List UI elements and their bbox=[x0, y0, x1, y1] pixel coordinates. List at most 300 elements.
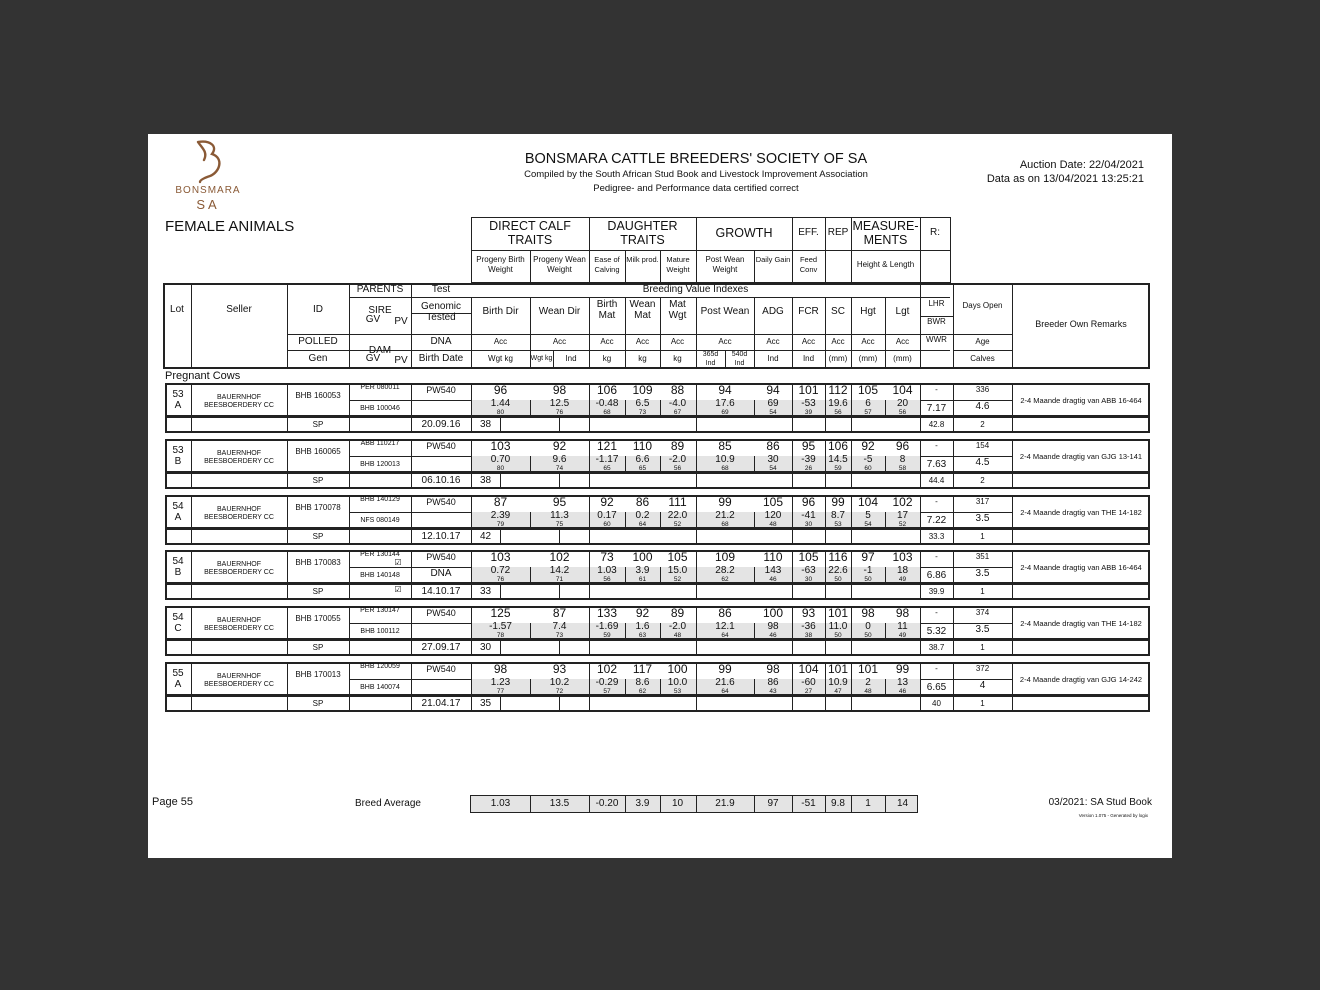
ebv-value: 11.0 bbox=[828, 621, 848, 633]
ebv-value: -2.0 bbox=[668, 621, 687, 633]
row-col-divider bbox=[792, 696, 793, 712]
acc-value: 56 bbox=[673, 464, 682, 472]
dna-flag bbox=[411, 457, 471, 469]
acc-value: 52 bbox=[673, 576, 682, 584]
sire-check-icon: ☑ bbox=[394, 558, 402, 568]
trait-group-title: EFF. bbox=[798, 227, 819, 238]
animal-id: BHB 170013 bbox=[295, 670, 341, 679]
unit-wgtkg: Wgt kg bbox=[488, 354, 513, 363]
id-header: ID bbox=[313, 304, 323, 315]
ebv-value: 6.6 bbox=[635, 453, 650, 465]
dam-id: NFS 080149 bbox=[360, 516, 400, 524]
days-open-value: 317 bbox=[975, 496, 990, 506]
ebv-value: 21.2 bbox=[715, 509, 735, 521]
acc-value: 79 bbox=[496, 520, 505, 528]
ebv-value: 98 bbox=[767, 621, 779, 633]
ebv-value: 0.2 bbox=[635, 509, 650, 521]
trait-group-title-2: TRAITS bbox=[620, 233, 665, 247]
birth-date: 20.09.16 bbox=[421, 419, 461, 430]
row-col-divider bbox=[589, 417, 590, 433]
dam-id: BHB 140148 bbox=[360, 572, 400, 580]
ebv-value: -4.0 bbox=[668, 398, 687, 409]
trait-group-divider bbox=[696, 250, 792, 251]
row-lhr-rule bbox=[920, 679, 953, 680]
ebv-value: 0.70 bbox=[490, 453, 511, 465]
ebv-value: 0.72 bbox=[490, 565, 511, 577]
calves-value: 1 bbox=[980, 699, 985, 708]
unit-365-ind: Ind bbox=[705, 360, 716, 367]
sire-id: BHB 140129 bbox=[360, 495, 400, 503]
ebv-value: 143 bbox=[764, 565, 782, 577]
acc-value: 78 bbox=[496, 632, 505, 640]
seller-name-1: BAUERNHOF bbox=[217, 394, 261, 401]
acc-value: 62 bbox=[721, 576, 729, 584]
row-col-divider bbox=[825, 473, 826, 489]
bv-value: 103 bbox=[490, 438, 511, 453]
acc-header: Acc bbox=[493, 337, 508, 346]
catalogue-page bbox=[148, 134, 1172, 858]
acc-header: Acc bbox=[552, 337, 567, 346]
logo-line1: BONSMARA bbox=[175, 185, 241, 196]
bv-value: 109 bbox=[714, 550, 736, 565]
days-open-value: 336 bbox=[975, 385, 990, 394]
test-code: PW540 bbox=[426, 552, 456, 563]
seller-name-2: BEESBOERDERY CC bbox=[204, 625, 274, 633]
test-code: PW540 bbox=[426, 440, 456, 451]
acc-value: 30 bbox=[804, 520, 813, 528]
lhr-value: - bbox=[935, 664, 938, 673]
acc-value: 58 bbox=[898, 464, 907, 472]
ebv-value: 17 bbox=[896, 509, 909, 521]
acc-header: Acc bbox=[635, 337, 650, 346]
sire-gv-header: GV bbox=[365, 314, 381, 325]
lhr-value: - bbox=[935, 496, 938, 506]
lhr-header: LHR bbox=[928, 299, 945, 308]
acc-value: 65 bbox=[638, 464, 647, 472]
dna-flag bbox=[411, 401, 471, 413]
breed-average-value: -51 bbox=[801, 798, 816, 809]
seller-name-1: BAUERNHOF bbox=[217, 673, 261, 680]
acc-value: 53 bbox=[834, 520, 842, 528]
wwr-value: 33.3 bbox=[928, 531, 945, 541]
breed-average-value: -0.20 bbox=[595, 798, 619, 809]
lot-number: 53 bbox=[172, 389, 184, 400]
row-col-divider bbox=[349, 417, 350, 433]
parents-header: PARENTS bbox=[356, 284, 404, 295]
bv-header-weanmat2: Mat bbox=[634, 310, 651, 321]
acc-value: 75 bbox=[555, 520, 564, 528]
row-col-divider bbox=[349, 473, 350, 489]
row-col-divider bbox=[191, 417, 192, 433]
acc-value: 77 bbox=[496, 688, 505, 695]
row-lhr-rule bbox=[920, 623, 953, 624]
acc-value: 68 bbox=[721, 464, 729, 472]
acc-value: 65 bbox=[603, 464, 611, 472]
bv-value: 104 bbox=[798, 662, 819, 676]
lhr-value: - bbox=[935, 608, 938, 618]
dna-flag: DNA bbox=[430, 568, 452, 580]
unit-mm: (mm) bbox=[858, 354, 878, 363]
row-col-divider bbox=[191, 529, 192, 545]
test-code: PW540 bbox=[426, 385, 456, 395]
bv-value: 102 bbox=[892, 494, 913, 509]
breeder-remark: 2-4 Maande dragtig van THE 14-182 bbox=[1020, 619, 1142, 629]
ebv-value: 22.6 bbox=[828, 565, 848, 577]
ebv-value: 22.0 bbox=[667, 509, 688, 521]
days-open-value: 154 bbox=[975, 440, 990, 450]
row-col-divider bbox=[191, 584, 192, 600]
lhr-value: - bbox=[935, 440, 938, 450]
ebv-value: -36 bbox=[801, 621, 816, 633]
birth-date: 27.09.17 bbox=[421, 642, 461, 654]
acc-value: 54 bbox=[864, 520, 872, 528]
age-value: 3.5 bbox=[975, 624, 990, 636]
bv-header-postwean: Post Wean bbox=[700, 306, 750, 317]
dam-check-icon bbox=[388, 418, 408, 428]
gen-value: SP bbox=[312, 699, 324, 708]
bv-value: 101 bbox=[857, 662, 879, 676]
acc-value: 61 bbox=[638, 576, 647, 584]
acc-value: 46 bbox=[898, 688, 907, 695]
gen-value: SP bbox=[312, 420, 324, 429]
bwr-header: BWR bbox=[927, 317, 946, 326]
animal-id: BHB 170055 bbox=[295, 614, 341, 624]
acc-value: 76 bbox=[496, 576, 505, 584]
row-sub-divider bbox=[500, 640, 501, 656]
acc-value: 69 bbox=[721, 409, 729, 416]
row-sub-divider bbox=[559, 473, 560, 489]
gen-value: SP bbox=[312, 531, 324, 541]
lot-number: 53 bbox=[172, 444, 184, 456]
age-value: 3.5 bbox=[975, 512, 990, 524]
wwr-value: 39.9 bbox=[928, 587, 945, 597]
days-open-value: 372 bbox=[975, 664, 990, 673]
bwr-value: 7.17 bbox=[926, 403, 947, 414]
bv-value: 125 bbox=[490, 606, 511, 621]
bv-header-weanmat: Wean bbox=[629, 299, 656, 310]
trait-group-title: GROWTH bbox=[715, 226, 773, 240]
acc-value: 68 bbox=[721, 520, 729, 528]
test-code: PW540 bbox=[426, 496, 456, 507]
acc-value: 63 bbox=[638, 632, 647, 640]
ebv-value: 20 bbox=[896, 398, 909, 409]
ebv-value: 28.2 bbox=[715, 565, 735, 577]
bv-value: 95 bbox=[801, 438, 816, 453]
unit-mm: (mm) bbox=[893, 354, 912, 363]
acc-value: 54 bbox=[769, 409, 777, 416]
ebv-value: 2 bbox=[865, 677, 871, 688]
ebv-value: 14.2 bbox=[549, 565, 570, 577]
bv-value: 112 bbox=[828, 383, 848, 397]
acc-value: 53 bbox=[673, 688, 682, 695]
row-sub-divider bbox=[559, 696, 560, 712]
test-code: PW540 bbox=[426, 608, 456, 619]
row-lhr-rule bbox=[920, 456, 953, 457]
row-col-divider bbox=[696, 640, 697, 656]
acc-value: 46 bbox=[769, 632, 777, 640]
animal-id: BHB 160065 bbox=[295, 446, 341, 456]
page-number: Page 55 bbox=[152, 796, 193, 808]
bv-value: 94 bbox=[718, 383, 732, 397]
ebv-value: 1.6 bbox=[635, 621, 650, 633]
ebv-value: 7.4 bbox=[552, 621, 567, 633]
ebv-value: -1.57 bbox=[489, 621, 512, 633]
row-col-divider bbox=[349, 584, 350, 600]
trait-group-divider bbox=[825, 250, 851, 251]
acc-header: Acc bbox=[895, 337, 910, 346]
dna-flag bbox=[411, 513, 471, 525]
bv-value: 106 bbox=[596, 383, 618, 397]
acc-value: 57 bbox=[603, 688, 611, 695]
ebv-value: 15.0 bbox=[667, 565, 688, 577]
sire-check-icon bbox=[388, 614, 408, 624]
bv-value: 89 bbox=[670, 606, 685, 621]
age-value: 4 bbox=[979, 680, 986, 691]
bv-value: 99 bbox=[895, 662, 910, 676]
trait-sub-label: Milk prod. bbox=[626, 255, 659, 264]
ebv-value: -0.48 bbox=[595, 398, 619, 409]
row-sub-divider bbox=[559, 417, 560, 433]
row-col-divider bbox=[696, 417, 697, 433]
gen-value: SP bbox=[312, 587, 324, 597]
bv-value: 104 bbox=[892, 383, 913, 397]
row-col-divider bbox=[696, 584, 697, 600]
ebv-value: -1.69 bbox=[595, 621, 619, 633]
gen-value: SP bbox=[312, 643, 324, 653]
acc-value: 57 bbox=[864, 409, 872, 416]
acc-value: 54 bbox=[769, 464, 777, 472]
row-col-divider bbox=[191, 640, 192, 656]
ebv-value: 14.5 bbox=[828, 453, 848, 465]
row-col-divider bbox=[1012, 696, 1013, 712]
breeder-remark: 2-4 Maande dragtig van ABB 16-464 bbox=[1020, 396, 1142, 405]
birth-weight: 38 bbox=[479, 474, 492, 486]
ebv-value: 19.6 bbox=[828, 398, 848, 409]
bv-value: 101 bbox=[827, 662, 849, 676]
days-open-header: Days Open bbox=[962, 301, 1003, 310]
row-col-divider bbox=[589, 584, 590, 600]
certified-note: Pedigree- and Performance data certified correct bbox=[593, 183, 799, 194]
row-col-divider bbox=[1012, 529, 1013, 545]
birth-date: 14.10.17 bbox=[421, 586, 461, 598]
dam-gv-header: GV bbox=[365, 353, 381, 364]
row-col-divider bbox=[851, 529, 852, 545]
dam-check-icon bbox=[388, 530, 408, 540]
bv-header-birthmat: Birth bbox=[596, 299, 618, 310]
header-row-1 bbox=[349, 297, 950, 298]
bv-value: 100 bbox=[667, 662, 688, 676]
bwr-value: 6.86 bbox=[926, 570, 947, 582]
birth-weight: 33 bbox=[479, 586, 492, 598]
acc-value: 62 bbox=[638, 688, 647, 695]
birth-weight: 38 bbox=[479, 419, 492, 430]
unit-365d: 365d bbox=[702, 351, 719, 358]
row-col-divider bbox=[349, 640, 350, 656]
acc-header: Acc bbox=[831, 337, 845, 346]
unit-ind3: Ind bbox=[802, 354, 815, 363]
ebv-value: 3.9 bbox=[635, 565, 650, 577]
bv-value: 97 bbox=[861, 550, 875, 565]
ebv-value: 11.3 bbox=[550, 509, 569, 521]
test-code: PW540 bbox=[426, 664, 456, 674]
animal-id: BHB 170078 bbox=[295, 502, 341, 512]
row-col-divider bbox=[589, 696, 590, 712]
trait-group-divider bbox=[920, 250, 950, 251]
bv-value: 96 bbox=[801, 494, 816, 509]
bv-value: 93 bbox=[801, 606, 816, 621]
acc-value: 38 bbox=[804, 632, 813, 640]
bv-value: 99 bbox=[718, 662, 732, 676]
breeder-remark: 2-4 Maande dragtig van GJG 13-141 bbox=[1019, 451, 1143, 461]
row-col-divider bbox=[851, 473, 852, 489]
breed-average-value: 10 bbox=[671, 798, 684, 809]
birth-date-header: Birth Date bbox=[418, 353, 464, 364]
ebv-value: -63 bbox=[801, 565, 816, 577]
unit-kg: kg bbox=[673, 354, 682, 363]
sire-check-icon bbox=[388, 503, 408, 513]
acc-value: 30 bbox=[804, 576, 813, 584]
bonsmara-logo-icon bbox=[188, 138, 228, 184]
dam-id: BHB 140074 bbox=[360, 684, 400, 691]
seller-name-1: BAUERNHOF bbox=[217, 449, 261, 457]
lot-number: 54 bbox=[172, 500, 184, 512]
seller-name-1: BAUERNHOF bbox=[217, 505, 261, 513]
dam-header: DAM bbox=[368, 345, 392, 356]
ebv-value: -60 bbox=[801, 677, 816, 688]
ebv-value: 9.6 bbox=[552, 453, 567, 465]
polled-header: POLLED bbox=[298, 336, 338, 347]
remarks-header: Breeder Own Remarks bbox=[1035, 319, 1127, 329]
row-lhr-rule bbox=[920, 567, 953, 568]
row-lhr-rule bbox=[920, 512, 953, 513]
lhr-value: - bbox=[935, 552, 938, 562]
acc-value: 56 bbox=[898, 409, 907, 416]
row-col-divider bbox=[1012, 640, 1013, 656]
row-col-divider bbox=[792, 640, 793, 656]
tested-header: Tested bbox=[426, 312, 456, 323]
acc-value: 27 bbox=[804, 688, 813, 695]
bv-value: 105 bbox=[857, 383, 879, 397]
ebv-value: 0.17 bbox=[597, 509, 617, 521]
seller-name-2: BEESBOERDERY CC bbox=[204, 402, 274, 409]
row-col-divider bbox=[589, 529, 590, 545]
days-open-value: 374 bbox=[975, 608, 990, 618]
sire-id: BHB 120059 bbox=[360, 663, 400, 670]
acc-value: 72 bbox=[555, 688, 564, 695]
wwr-value: 38.7 bbox=[928, 643, 945, 653]
acc-header: Acc bbox=[718, 337, 732, 346]
breed-average-value: 1.03 bbox=[490, 798, 511, 809]
seller-header: Seller bbox=[226, 304, 252, 315]
calves-value: 2 bbox=[980, 475, 985, 485]
age-header: Age bbox=[975, 337, 990, 346]
seller-name-2: BEESBOERDERY CC bbox=[204, 569, 274, 577]
acc-value: 59 bbox=[834, 464, 842, 472]
ebv-value: 2.39 bbox=[490, 509, 511, 521]
breeder-remark: 2-4 Maande dragtig van THE 14-182 bbox=[1020, 507, 1142, 517]
trait-group-title: REP bbox=[827, 227, 849, 238]
acc-value: 39 bbox=[804, 409, 813, 416]
acc-value: 50 bbox=[864, 576, 872, 584]
lot-header: Lot bbox=[170, 304, 184, 315]
ebv-value: 10.9 bbox=[828, 677, 848, 688]
bv-value: 92 bbox=[635, 606, 650, 621]
acc-value: 80 bbox=[496, 409, 505, 416]
gen-value: SP bbox=[312, 475, 324, 485]
bv-value: 73 bbox=[600, 550, 614, 565]
bv-value: 117 bbox=[632, 662, 653, 676]
acc-value: 64 bbox=[721, 632, 729, 640]
bv-value: 109 bbox=[632, 383, 653, 397]
bv-value: 95 bbox=[552, 494, 567, 509]
bv-value: 86 bbox=[718, 606, 732, 621]
ebv-value: 10.2 bbox=[549, 677, 570, 688]
bv-value: 96 bbox=[895, 438, 910, 453]
acc-value: 73 bbox=[638, 409, 647, 416]
sire-id: PER 130144 bbox=[360, 551, 400, 559]
seller-name-1: BAUERNHOF bbox=[217, 617, 261, 625]
row-col-divider bbox=[825, 584, 826, 600]
wwr-value: 40 bbox=[932, 699, 941, 708]
bv-value: 103 bbox=[490, 550, 511, 565]
row-col-divider bbox=[851, 584, 852, 600]
row-col-divider bbox=[696, 473, 697, 489]
row-col-divider bbox=[191, 696, 192, 712]
bv-value: 105 bbox=[798, 550, 819, 565]
row-col-divider bbox=[851, 696, 852, 712]
sire-check-icon bbox=[388, 670, 408, 680]
breed-average-value: 3.9 bbox=[635, 798, 650, 809]
bv-value: 102 bbox=[549, 550, 570, 565]
ebv-value: 120 bbox=[764, 509, 782, 521]
dam-check-icon bbox=[388, 641, 408, 651]
dam-id: BHB 100112 bbox=[360, 628, 400, 636]
lot-letter: A bbox=[174, 511, 182, 523]
bwr-value: 5.32 bbox=[926, 626, 947, 638]
ebv-value: 17.6 bbox=[715, 398, 735, 409]
row-col-divider bbox=[792, 417, 793, 433]
row-col-divider bbox=[851, 417, 852, 433]
acc-value: 48 bbox=[769, 520, 777, 528]
acc-value: 71 bbox=[555, 576, 564, 584]
unit-mm: (mm) bbox=[828, 354, 848, 363]
trait-group-title-2: TRAITS bbox=[507, 233, 553, 247]
row-sub-divider bbox=[500, 529, 501, 545]
lot-letter: B bbox=[174, 455, 182, 467]
trait-group-title: MEASURE- bbox=[852, 219, 919, 233]
dam-check-icon bbox=[388, 474, 408, 484]
dam-pv-header: PV bbox=[394, 355, 408, 366]
birth-weight: 30 bbox=[479, 642, 492, 654]
society-title: BONSMARA CATTLE BREEDERS' SOCIETY OF SA bbox=[524, 151, 868, 167]
wwr-value: 44.4 bbox=[928, 475, 945, 485]
acc-value: 64 bbox=[638, 520, 647, 528]
group-label: Pregnant Cows bbox=[165, 370, 241, 382]
ebv-value: 18 bbox=[896, 565, 909, 577]
row-sub-divider bbox=[500, 584, 501, 600]
ebv-value: 13 bbox=[896, 677, 909, 688]
bv-value: 104 bbox=[857, 494, 879, 509]
acc-header: Acc bbox=[861, 337, 875, 346]
bv-header-hgt: Hgt bbox=[860, 306, 876, 317]
birth-date: 21.04.17 bbox=[421, 698, 461, 709]
age-value: 4.6 bbox=[975, 401, 990, 412]
ebv-value: 69 bbox=[767, 398, 779, 409]
bv-value: 116 bbox=[828, 550, 848, 565]
acc-value: 52 bbox=[673, 520, 682, 528]
ebv-value: 0 bbox=[865, 621, 871, 633]
acc-value: 60 bbox=[603, 520, 611, 528]
